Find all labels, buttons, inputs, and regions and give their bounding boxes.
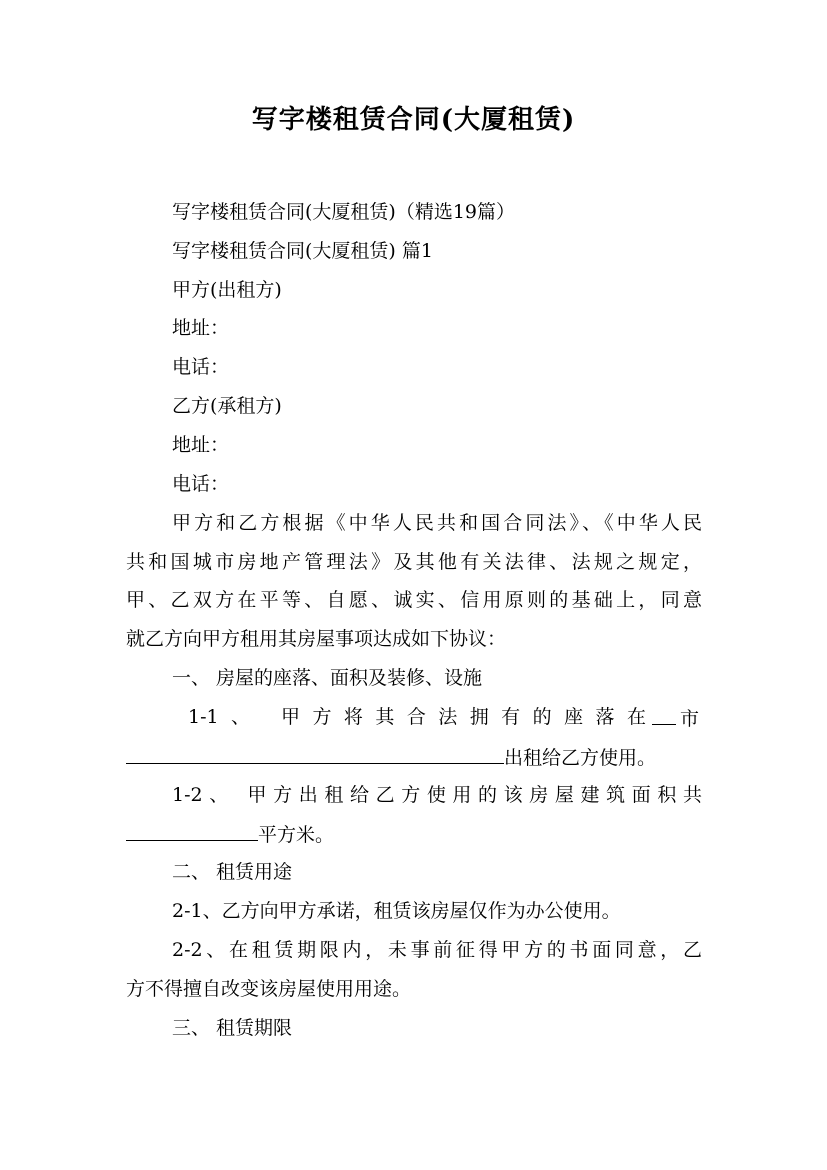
clause-1-2-text: 1-2、 甲方出租给乙方使用的该房屋建筑面积共 (172, 784, 702, 806)
area-blank (126, 818, 258, 841)
clause-2-2-line-1 (172, 935, 702, 965)
document-title: 写字楼租赁合同(大厦租赁) (251, 105, 576, 135)
party-a-address: 地址： (172, 317, 230, 339)
section-3-heading: 三、 租赁期限 (172, 1017, 293, 1039)
section-2-heading: 二、 租赁用途 (172, 861, 293, 883)
clause-1-1-text: 1-1、 甲方将其合法拥有的座落在 (188, 706, 646, 728)
clause-1-2-end: 平方米。 (258, 824, 335, 846)
intro-line-3: 甲、乙双方在平等、自愿、诚实、信用原则的基础上，同意 (126, 589, 702, 611)
subtitle: 写字楼租赁合同(大厦租赁)（精选19篇） (172, 201, 516, 223)
party-b-label: 乙方(承租方) (172, 395, 282, 417)
clause-1-1-line-1 (188, 702, 702, 734)
intro-line-4: 就乙方向甲方租用其房屋事项达成如下协议： (126, 628, 507, 650)
clause-1-2-line-2 (126, 818, 334, 850)
clause-1-2-line-1 (172, 780, 702, 810)
clause-1-1-end: 出租给乙方使用。 (504, 747, 657, 769)
clause-2-2-line-2: 方不得擅自改变该房屋使用用途。 (126, 978, 412, 1000)
clause-2-2-text: 2-2、在租赁期限内，未事前征得甲方的书面同意，乙 (172, 939, 702, 961)
article-heading: 写字楼租赁合同(大厦租赁) 篇1 (172, 240, 433, 262)
party-a-label: 甲方(出租方) (172, 279, 282, 301)
clause-1-1-line-2 (126, 741, 656, 773)
party-b-address: 地址： (172, 434, 230, 456)
party-b-phone: 电话： (172, 473, 230, 495)
intro-line-2: 共和国城市房地产管理法》及其他有关法律、法规之规定， (126, 551, 702, 573)
location-blank (126, 741, 504, 764)
intro-paragraph-line (126, 585, 702, 615)
city-blank (652, 702, 676, 725)
clause-2-1: 2-1、乙方向甲方承诺，租赁该房屋仅作为办公使用。 (172, 900, 621, 922)
intro-line-1: 甲方和乙方根据《中华人民共和国合同法》、《中华人民 (172, 512, 702, 534)
intro-paragraph-line (172, 508, 702, 538)
intro-paragraph-line (126, 547, 702, 577)
clause-1-1-city: 市 (680, 708, 700, 730)
section-1-heading: 一、 房屋的座落、面积及装修、设施 (172, 667, 483, 689)
party-a-phone: 电话： (172, 356, 230, 378)
